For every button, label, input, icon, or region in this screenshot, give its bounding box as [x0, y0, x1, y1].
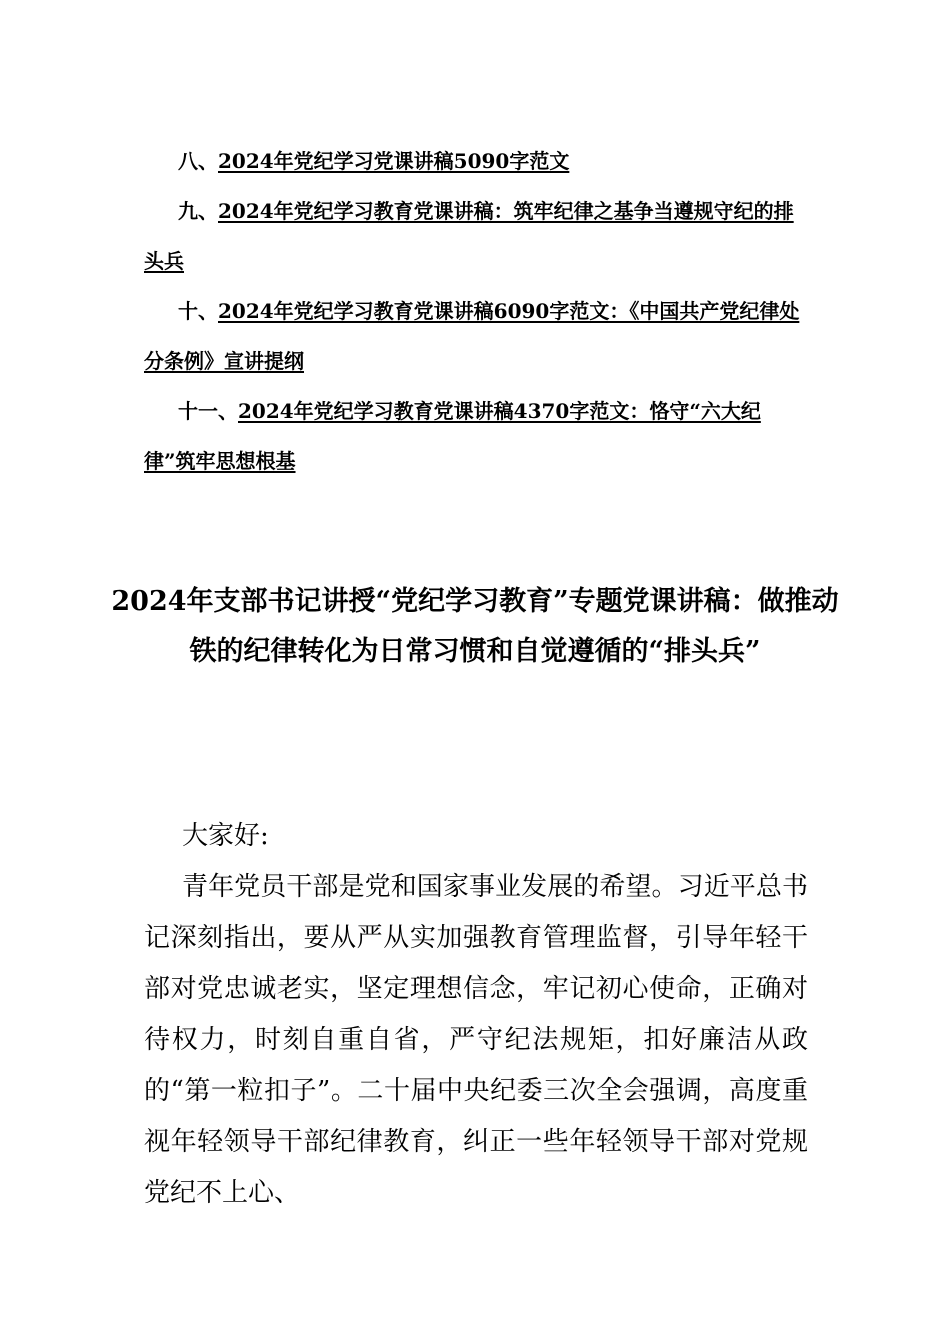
toc-link[interactable]: 2024年党纪学习党课讲稿5090字范文 [218, 149, 570, 173]
toc-link[interactable]: 2024年党纪学习教育党课讲稿6090字范文：《中国共产党纪律处分条例》宣讲提纲 [144, 299, 800, 373]
table-of-contents [144, 136, 804, 486]
toc-number: 八、 [178, 149, 218, 173]
toc-item-8[interactable] [144, 136, 804, 186]
greeting: 大家好: [182, 821, 269, 851]
toc-number: 十一、 [178, 399, 238, 423]
body-paragraph: 青年党员干部是党和国家事业发展的希望。习近平总书记深刻指出，要从严从实加强教育管理监督，引导年轻干部对党忠诚老实，坚定理想信念，牢记初心使命，正确对待权力，时刻自重自省，严守纪法规矩，扣好廉洁从政的“第一粒扣子”。二十届中央纪委三次全会强调，高度重视年轻领导干部纪律教育，纠正一些年轻领导干部对党规党纪不上心、 [144, 872, 808, 1208]
toc-number: 十、 [178, 299, 218, 323]
toc-item-11[interactable] [144, 386, 804, 486]
toc-item-10[interactable] [144, 286, 804, 386]
toc-item-9[interactable] [144, 186, 804, 286]
toc-link[interactable]: 2024年党纪学习教育党课讲稿4370字范文：恪守“六大纪律”筑牢思想根基 [144, 399, 761, 473]
toc-link[interactable]: 2024年党纪学习教育党课讲稿：筑牢纪律之基争当遵规守纪的排头兵 [144, 199, 794, 273]
article-title: 2024年支部书记讲授“党纪学习教育”专题党课讲稿：做推动铁的纪律转化为日常习惯和自觉遵循的“排头兵” [111, 586, 839, 667]
article-body [144, 811, 808, 1219]
toc-number: 九、 [178, 199, 218, 223]
